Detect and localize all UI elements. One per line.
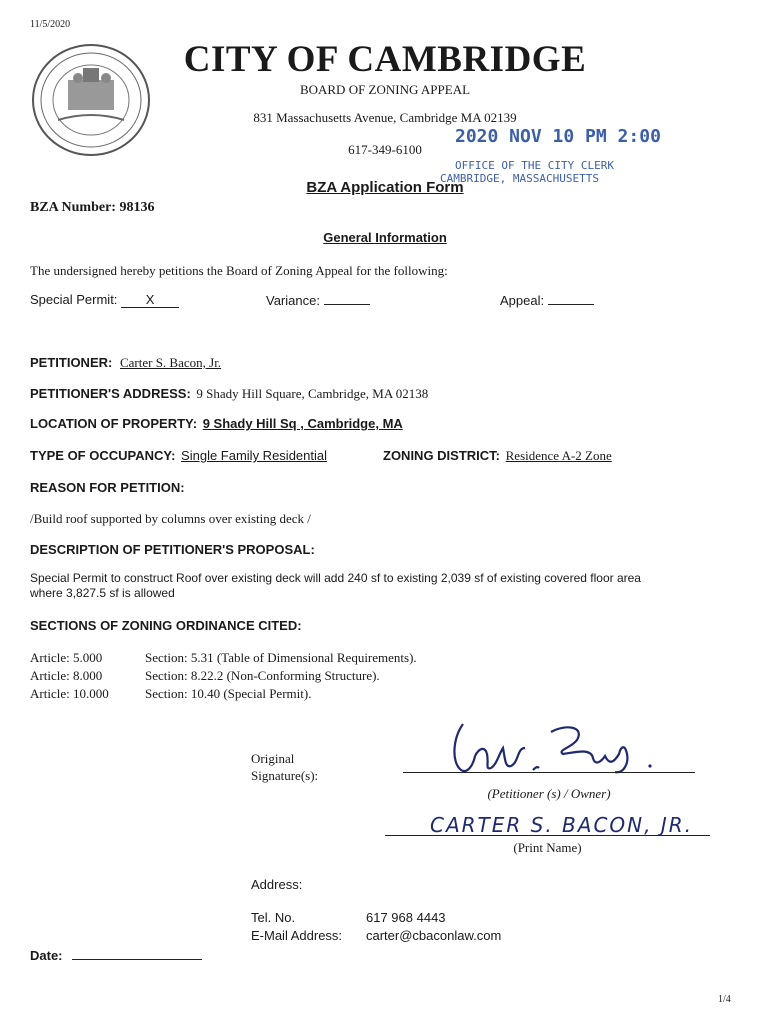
print-date: 11/5/2020 [30, 19, 71, 30]
section-row [30, 650, 417, 666]
zoning-row [383, 448, 612, 464]
location-label: LOCATION OF PROPERTY: [30, 416, 198, 431]
bza-number-row [30, 200, 154, 216]
description-line1: Special Permit to construct Roof over existing deck will add 240 sf to existing 2,039 sf of existing covered floor area [30, 571, 641, 585]
address-label: Address: [251, 877, 303, 892]
special-permit-value: X [121, 292, 179, 308]
article-label: Article: 5.000 [30, 650, 103, 665]
date-label: Date: [30, 948, 63, 963]
original-signature-label [251, 750, 318, 784]
description-line2: where 3,827.5 sf is allowed [30, 586, 175, 600]
petitioner-row [30, 355, 221, 371]
zoning-label: ZONING DISTRICT: [383, 448, 500, 463]
article-label: Article: 8.000 [30, 668, 103, 683]
stamp-date: 2020 NOV 10 PM 2:00 [455, 126, 661, 147]
board-address: 831 Massachusetts Avenue, Cambridge MA 02139 [253, 110, 517, 125]
variance-label: Variance: [266, 293, 320, 308]
reason-label: REASON FOR PETITION: [30, 480, 185, 495]
stamp-line1: OFFICE OF THE CITY CLERK [455, 159, 614, 172]
petitioner-caption: (Petitioner (s) / Owner) [487, 786, 611, 801]
occupancy-row [30, 448, 327, 463]
appeal-label: Appeal: [500, 293, 545, 308]
tel-value: 617 968 4443 [366, 910, 446, 925]
section-row [30, 668, 380, 684]
appeal-blank [548, 292, 594, 305]
sections-label: SECTIONS OF ZONING ORDINANCE CITED: [30, 618, 302, 633]
reason-value: /Build roof supported by columns over existing deck / [30, 511, 311, 526]
bza-number-label: BZA Number: [30, 200, 116, 215]
variance-blank [324, 292, 370, 305]
petitioner-value: Carter S. Bacon, Jr. [119, 355, 222, 370]
special-permit-label: Special Permit: [30, 292, 118, 307]
occupancy-label: TYPE OF OCCUPANCY: [30, 448, 176, 463]
petitioner-address-label: PETITIONER'S ADDRESS: [30, 386, 191, 401]
handwritten-signature [445, 718, 665, 776]
appeal-row [500, 292, 594, 308]
date-row [30, 947, 202, 963]
section-label: Section: 8.22.2 (Non-Conforming Structure). [145, 668, 380, 683]
date-blank [72, 947, 202, 960]
city-seal [28, 40, 154, 160]
location-value: 9 Shady Hill Sq , Cambridge, MA [202, 416, 403, 431]
print-name-line [385, 835, 710, 836]
zoning-value: Residence A-2 Zone [505, 448, 612, 463]
article-label: Article: 10.000 [30, 686, 109, 701]
email-value: carter@cbaconlaw.com [366, 928, 502, 943]
email-label: E-Mail Address: [251, 928, 343, 943]
variance-row [266, 292, 370, 308]
handwritten-print-name: CARTER S. BACON, JR. [430, 813, 693, 837]
section-row [30, 686, 311, 702]
print-name-caption: (Print Name) [513, 840, 582, 855]
form-title: BZA Application Form [306, 179, 464, 196]
special-permit-row [30, 292, 179, 308]
original-label-line2: Signature(s): [251, 768, 319, 783]
stamp-line2: CAMBRIDGE, MASSACHUSETTS [440, 172, 599, 185]
tel-label: Tel. No. [251, 910, 296, 925]
petition-intro: The undersigned hereby petitions the Board of Zoning Appeal for the following: [30, 263, 448, 278]
bza-number-value: 98136 [119, 200, 155, 215]
petitioner-signature-line [403, 772, 695, 773]
petitioner-label: PETITIONER: [30, 355, 113, 370]
description-label: DESCRIPTION OF PETITIONER'S PROPOSAL: [30, 542, 315, 557]
occupancy-value: Single Family Residential [181, 448, 327, 463]
section-label: Section: 5.31 (Table of Dimensional Requirements). [145, 650, 417, 665]
page-number: 1/4 [718, 994, 731, 1005]
location-row [30, 416, 403, 431]
petitioner-address-row [30, 386, 428, 402]
petitioner-address-value: 9 Shady Hill Square, Cambridge, MA 02138 [196, 386, 429, 401]
city-title: CITY OF CAMBRIDGE [183, 39, 587, 80]
general-info-heading: General Information [323, 230, 447, 245]
board-phone: 617-349-6100 [348, 142, 422, 157]
section-label: Section: 10.40 (Special Permit). [145, 686, 312, 701]
board-name: BOARD OF ZONING APPEAL [299, 82, 471, 97]
original-label-line1: Original [251, 751, 295, 766]
